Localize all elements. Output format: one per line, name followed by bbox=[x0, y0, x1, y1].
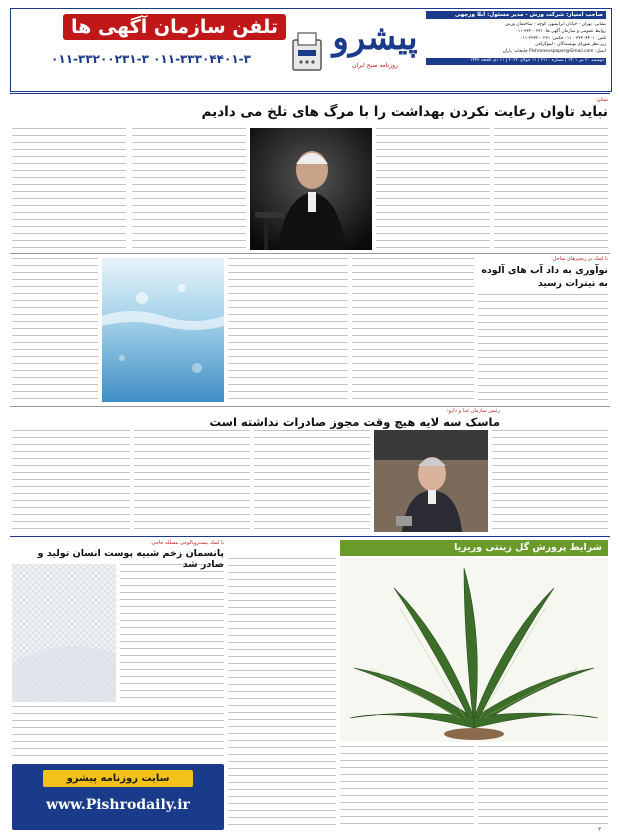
sea-col-2 bbox=[352, 258, 474, 402]
ad-phones: ۰۱۱-۳۳۳۰۴۴۰۱-۳ ۰۱۱-۳۳۲۰۰۲۳۱-۳ bbox=[51, 52, 251, 66]
ad-title-text: تلفن سازمان آگهی ها bbox=[63, 14, 286, 40]
plant-photo bbox=[340, 558, 608, 742]
mask-photo bbox=[374, 430, 488, 532]
lead-col-3 bbox=[132, 128, 246, 248]
mask-col-1 bbox=[492, 430, 608, 532]
mask-col-2 bbox=[254, 430, 370, 532]
logo-text: پیشرو bbox=[332, 18, 418, 58]
date-line: دوشنبه ۲۰ تیر ۱۴۰۱ | شماره ۳۱۱۰ | ۱۱ جولای ۲۰۲۲ | ۱۱ ذی الحجه ۱۴۴۳ bbox=[426, 58, 606, 65]
logo bbox=[330, 10, 420, 86]
sea-kicker: با کمک بر زنجیرهای ساحل: bbox=[551, 256, 608, 262]
lead-col-4 bbox=[12, 128, 126, 248]
mask-kicker: رئیس سازمان غذا و دارو: bbox=[446, 408, 500, 414]
skin-col-2 bbox=[12, 706, 224, 760]
plant-col-1 bbox=[478, 746, 608, 830]
lead-col-1 bbox=[494, 128, 608, 248]
address-line-4: زیر نظر شورای نویسندگان - لیتوگرافی bbox=[535, 42, 606, 48]
sea-col-1 bbox=[478, 294, 608, 402]
lead-col-2 bbox=[376, 128, 490, 248]
water-photo bbox=[102, 258, 224, 402]
lead-kicker: نمکی: bbox=[595, 97, 608, 103]
plant-col-2 bbox=[340, 746, 474, 830]
address-line-3: تلفن: ۳۳۳۰۴۴۰۱ - ۰۱۱ فکس: ۳۳۳۲۰۰۲۳۱-۰۱۱ bbox=[520, 35, 606, 41]
email-line: ایمیل: Pishronevspaper@Gmail.com چاپخانه: پاران bbox=[502, 49, 606, 55]
lead-photo bbox=[250, 128, 372, 250]
sea-headline: نوآوری به داد آب های آلوده به نیترات رسید bbox=[481, 265, 608, 289]
page-number: ۳ bbox=[598, 826, 602, 833]
plant-col-3 bbox=[228, 558, 336, 830]
mask-col-4 bbox=[12, 430, 130, 532]
address-line-1: نشانی: تهران - خیابان ایرانشهر، کوچه - ساختمان ورش bbox=[505, 22, 606, 27]
publisher-info bbox=[426, 11, 606, 85]
skin-kicker: با کمک بیستروپالوجی مسلله حاجی: bbox=[149, 540, 224, 546]
sea-col-3 bbox=[228, 258, 348, 402]
ad-phone-block bbox=[12, 10, 292, 88]
footer-ad-url[interactable]: www.Pishrodaily.ir bbox=[46, 797, 190, 813]
skin-headline: پانسمان زخم شبیه پوست انسان تولید و صادر شد bbox=[37, 548, 224, 570]
bandage-photo bbox=[12, 564, 116, 702]
logo-tagline: روزنامه صبح ایران bbox=[352, 62, 398, 69]
footer-ad bbox=[12, 764, 224, 830]
mask-headline: ماسک سه لایه هیچ وقت مجوز صادرات نداشته است bbox=[209, 415, 500, 429]
skin-col-1 bbox=[120, 564, 224, 702]
mask-col-3 bbox=[134, 430, 250, 532]
plant-headline-bar bbox=[340, 540, 608, 556]
lead-headline: نباید تاوان رعایت نکردن بهداشت را با مرگ های تلخ می دادیم bbox=[201, 104, 608, 120]
plant-headline: شرایط پرورش گل زینتی وریزیا bbox=[454, 542, 602, 553]
publisher-line: صاحب امتیاز: شرکت ورش - مدیر مسئول: ابلا ورچهی bbox=[426, 11, 606, 19]
address-line-2: روابط عمومی و سازمان آگهی ها: ۳۳۲۰۰۲۳۱-۰۱۱ bbox=[515, 28, 606, 34]
left-col-1 bbox=[12, 258, 98, 402]
ad-title bbox=[12, 12, 292, 42]
fax-icon bbox=[290, 30, 324, 74]
footer-ad-title: سایت روزنامه پیشرو bbox=[43, 770, 193, 787]
